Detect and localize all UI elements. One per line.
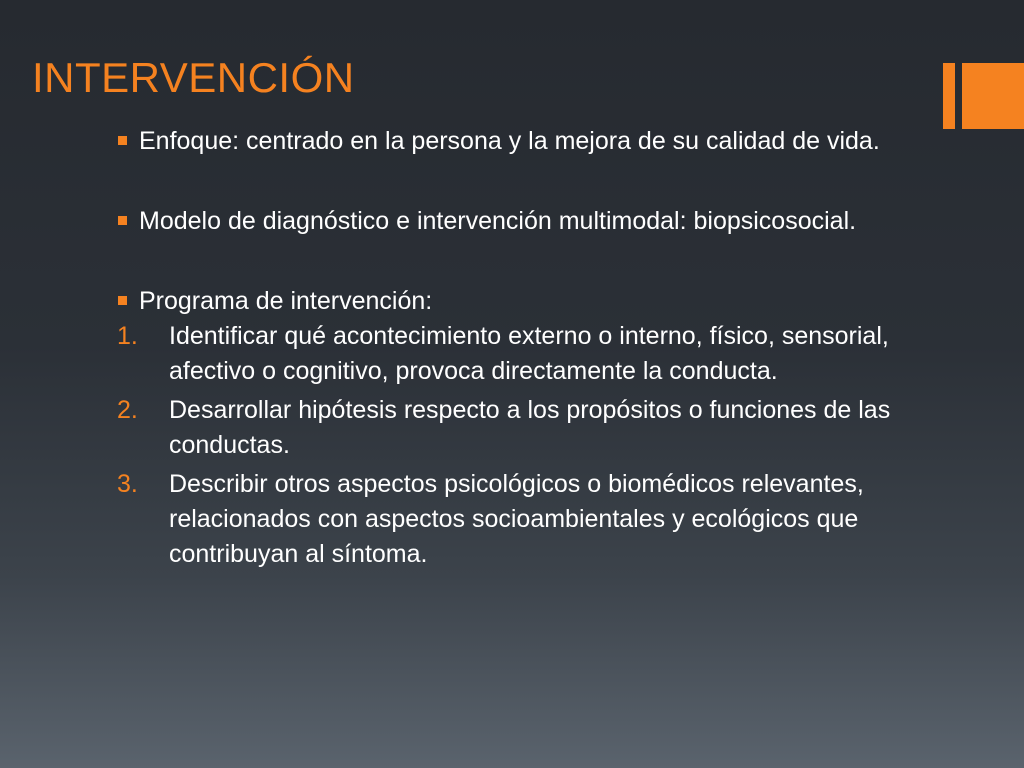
item-number: 1. bbox=[117, 322, 138, 350]
square-bullet-icon bbox=[118, 136, 127, 145]
bullet-text: Modelo de diagnóstico e intervención multimodal: biopsicosocial. bbox=[139, 207, 857, 235]
square-bullet-icon bbox=[118, 296, 127, 305]
numbered-item-2 bbox=[117, 393, 918, 463]
bullet-item-modelo bbox=[118, 204, 918, 239]
bullet-item-programa bbox=[118, 284, 918, 319]
item-number: 3. bbox=[117, 470, 138, 498]
item-text: Desarrollar hipótesis respecto a los propósitos o funciones de las conductas. bbox=[169, 396, 891, 459]
brand-bar-thin bbox=[943, 63, 955, 129]
item-text: Identificar qué acontecimiento externo o interno, físico, sensorial, afectivo o cognitivo, provoca directamente la conducta. bbox=[169, 322, 889, 385]
brand-bar-wide bbox=[962, 63, 1024, 129]
slide-content bbox=[118, 124, 918, 572]
bullet-text: Programa de intervención: bbox=[139, 287, 433, 315]
slide-title: INTERVENCIÓN bbox=[32, 54, 355, 101]
brand-mark-icon bbox=[943, 63, 1024, 129]
numbered-item-1 bbox=[117, 319, 918, 389]
square-bullet-icon bbox=[118, 216, 127, 225]
item-text: Describir otros aspectos psicológicos o biomédicos relevantes, relacionados con aspectos socioambientales y ecológicos que contribuyan al síntoma. bbox=[169, 470, 864, 568]
numbered-item-3 bbox=[117, 467, 918, 572]
bullet-item-enfoque bbox=[118, 124, 918, 159]
item-number: 2. bbox=[117, 396, 138, 424]
bullet-text: Enfoque: centrado en la persona y la mejora de su calidad de vida. bbox=[139, 127, 880, 155]
